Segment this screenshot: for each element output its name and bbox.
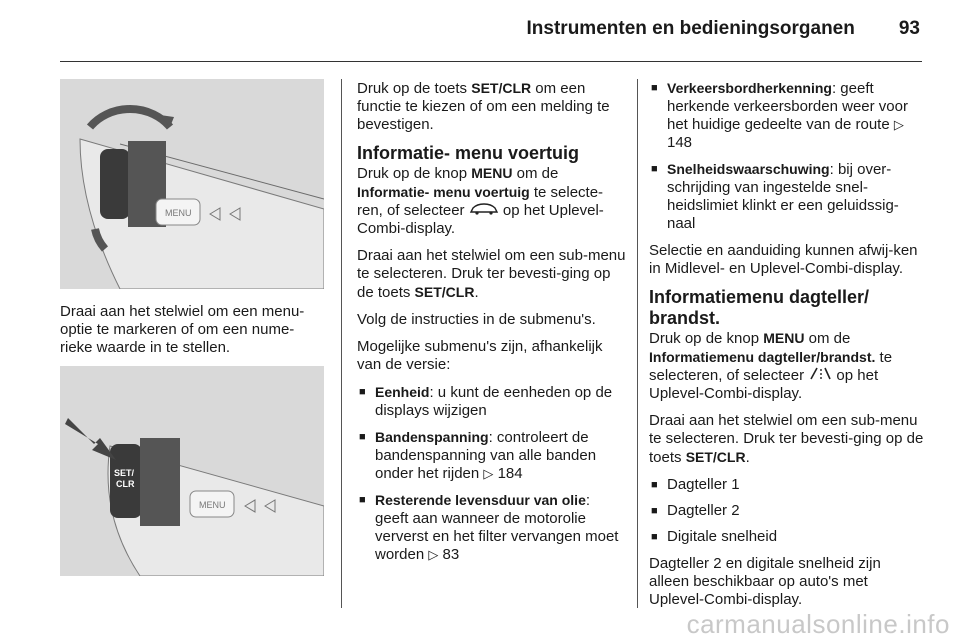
fig2-set-label: SET/ xyxy=(114,468,135,478)
submenu-list xyxy=(357,383,627,564)
page-ref[interactable]: 148 xyxy=(667,134,693,151)
vehicle-menu-paragraph: Druk op de knop MENU om de Informatie- menu voertuig te selecte-ren, of selecteer op het Uplevel-Combi-display. xyxy=(357,165,604,237)
intro-paragraph: Druk op de toets SET/CLR om een functie te kiezen of om een melding te bevestigen. xyxy=(357,80,610,133)
fig1-caption: Draai aan het stelwiel om een menu-optie te markeren of om een nume-rieke waarde in te stellen. xyxy=(60,303,305,356)
page-ref-arrow-icon: ▷ xyxy=(428,547,439,562)
stalk-button-drawing xyxy=(60,366,324,576)
selection-note: Selectie en aanduiding kunnen afwij-ken in Midlevel- en Uplevel-Combi-display. xyxy=(649,242,918,277)
list-item: ■ Resterende levensduur van olie: geeft aan wanneer de motorolie ververst en het filter vervangen moet worden ▷ 83 xyxy=(357,491,627,564)
list-item: ■ Dagteller 1 xyxy=(649,476,924,494)
page-ref-arrow-icon: ▷ xyxy=(483,466,494,481)
fig2-menu-label: MENU xyxy=(199,500,226,510)
chapter-title: Instrumenten en bedieningsorganen xyxy=(526,18,855,39)
submenu-list-continued xyxy=(649,79,924,233)
instructions-paragraph: Volg de instructies in de submenu's. xyxy=(357,311,596,328)
page-ref[interactable]: 184 xyxy=(497,465,523,482)
column-right xyxy=(649,79,924,618)
trip-menu-paragraph: Druk op de knop MENU om de Informatiemenu dagteller/brandst. te selecteren, of selecteer op het Uplevel-Combi-display. xyxy=(649,330,893,402)
fig2-clr-label: CLR xyxy=(116,479,135,489)
list-item: ■ Dagteller 2 xyxy=(649,502,924,520)
header-rule xyxy=(60,61,922,62)
list-item: ■ Verkeersbordherkenning: geeft herkende verkeersborden weer voor het huidige gedeelte van de route ▷ 148 xyxy=(649,79,924,152)
fig1-menu-label: MENU xyxy=(165,208,192,218)
submenu-paragraph: Draai aan het stelwiel om een sub-menu te selecteren. Druk ter bevesti-ging op de toets SET/CLR. xyxy=(357,247,626,301)
submenus-intro: Mogelijke submenu's zijn, afhankelijk van de versie: xyxy=(357,338,603,373)
trip-submenu-list xyxy=(649,476,924,546)
availability-note: Dagteller 2 en digitale snelheid zijn alleen beschikbaar op auto's met Uplevel-Combi-display. xyxy=(649,555,881,608)
column-left xyxy=(60,79,324,576)
page-ref-arrow-icon: ▷ xyxy=(893,117,904,132)
key-set-clr: SET/CLR xyxy=(471,80,532,96)
trip-fuel-icon xyxy=(808,367,832,380)
page-ref[interactable]: 83 xyxy=(442,546,460,563)
section-heading-trip-menu: Informatiemenu dagteller/ brandst. xyxy=(649,287,870,328)
stalk-button-illustration xyxy=(60,366,324,576)
list-item: ■ Digitale snelheid xyxy=(649,528,924,546)
car-icon xyxy=(469,203,499,215)
list-item: ■ Snelheidswaarschuwing: bij over-schrijding van ingestelde snel-heidslimiet klinkt er een geluidssig-naal xyxy=(649,160,924,233)
list-item: ■ Bandenspanning: controleert de bandenspanning van alle banden onder het rijden ▷ 184 xyxy=(357,428,627,483)
trip-submenu-paragraph: Draai aan het stelwiel om een sub-menu te selecteren. Druk ter bevesti-ging op de toets SET/CLR. xyxy=(649,412,924,466)
stalk-wheel-illustration xyxy=(60,79,324,289)
column-divider xyxy=(341,79,342,608)
list-item: ■ Eenheid: u kunt de eenheden op de displays wijzigen xyxy=(357,383,627,420)
watermark: carmanualsonline.info xyxy=(686,609,950,639)
column-divider xyxy=(637,79,638,608)
section-heading-vehicle-menu: Informatie- menu voertuig xyxy=(357,143,580,163)
page-number: 93 xyxy=(898,18,920,39)
column-middle xyxy=(357,79,627,573)
stalk-wheel-drawing xyxy=(60,79,324,289)
